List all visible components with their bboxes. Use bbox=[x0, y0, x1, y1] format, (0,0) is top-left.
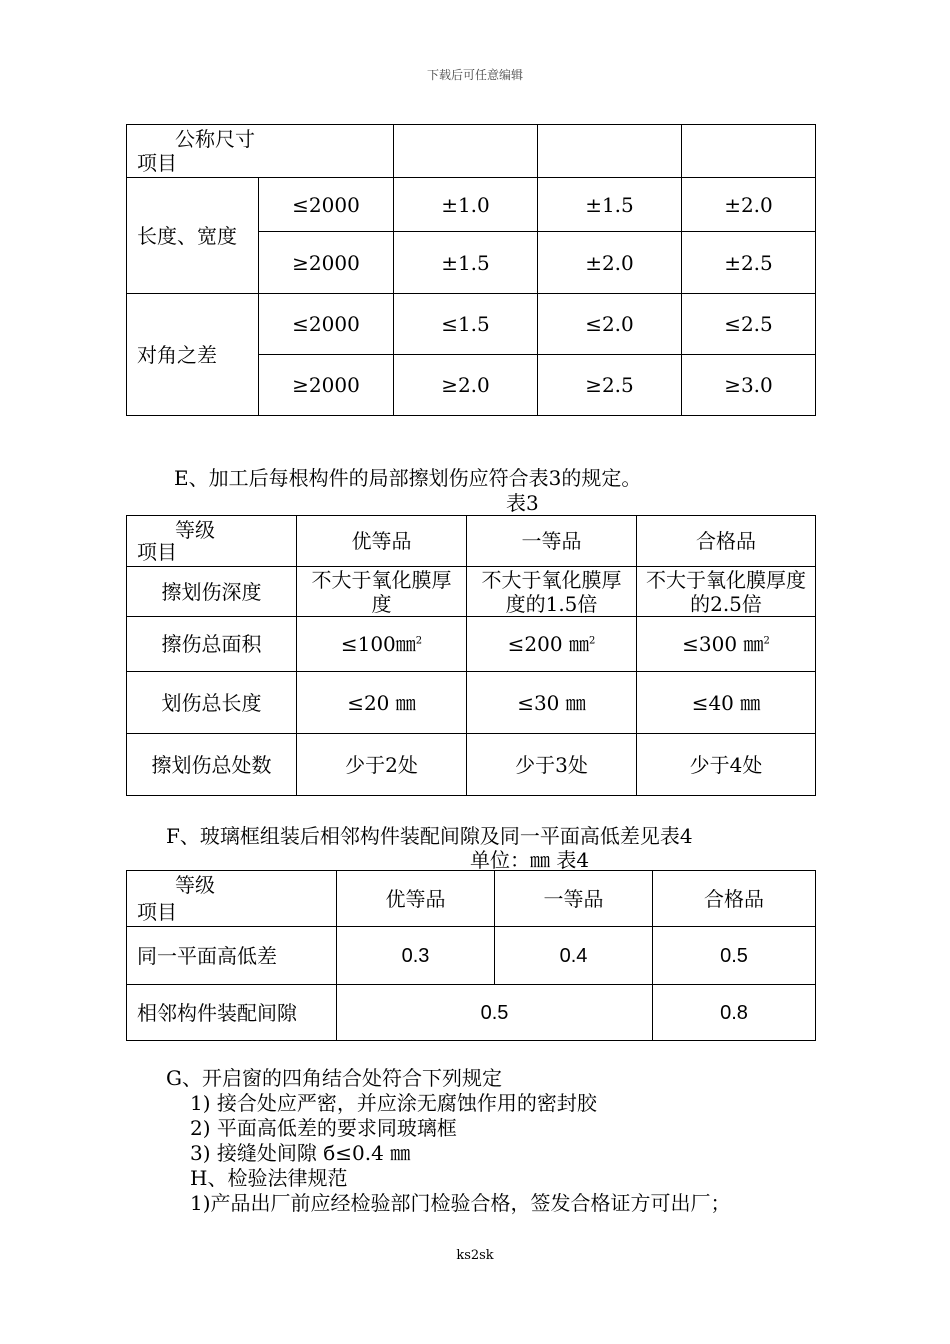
value-cell: ±1.5 bbox=[538, 178, 682, 232]
value-cell bbox=[297, 617, 467, 672]
size-cell: ≤2000 bbox=[259, 178, 394, 232]
scratch-table bbox=[126, 515, 816, 796]
value-cell bbox=[637, 617, 816, 672]
value-cell: 少于4处 bbox=[637, 734, 816, 796]
assembly-gap-table bbox=[126, 870, 816, 1041]
size-cell: ≤2000 bbox=[259, 294, 394, 355]
value-cell: ≥2.5 bbox=[538, 355, 682, 416]
value-cell: ≤30 ㎜ bbox=[467, 672, 637, 734]
size-cell: ≥2000 bbox=[259, 232, 394, 294]
row-label: 擦划伤总处数 bbox=[127, 734, 297, 796]
table-corner-header bbox=[127, 516, 297, 567]
table-corner-header bbox=[127, 871, 337, 927]
table-corner-header bbox=[127, 125, 394, 178]
value-cell: ≤1.5 bbox=[394, 294, 538, 355]
corner-top-label: 公称尺寸 bbox=[175, 127, 255, 151]
value-cell: 不大于氧化膜厚度的1.5倍 bbox=[467, 567, 637, 617]
value-cell: 不大于氧化膜厚度的2.5倍 bbox=[637, 567, 816, 617]
value-cell: ≤2.5 bbox=[682, 294, 816, 355]
corner-bottom-label: 项目 bbox=[137, 151, 177, 175]
header-cell bbox=[394, 125, 538, 178]
table4-caption: 单位：㎜ 表4 bbox=[470, 848, 590, 872]
list-item: 3) 接缝处间隙 б≤0.4 ㎜ bbox=[190, 1141, 411, 1165]
value-cell: 0.4 bbox=[495, 927, 653, 985]
paragraph-e: E、加工后每根构件的局部擦划伤应符合表3的规定。 bbox=[174, 466, 642, 490]
page-footer: ks2sk bbox=[456, 1248, 494, 1263]
value-cell: ±2.0 bbox=[538, 232, 682, 294]
corner-bottom-label: 项目 bbox=[137, 900, 177, 924]
row-group-label: 长度、宽度 bbox=[127, 178, 259, 294]
list-item: 2) 平面高低差的要求同玻璃框 bbox=[190, 1116, 457, 1140]
row-label: 擦伤总面积 bbox=[127, 617, 297, 672]
value-cell: 0.3 bbox=[337, 927, 495, 985]
list-item: 1)产品出厂前应经检验部门检验合格，签发合格证方可出厂； bbox=[190, 1191, 731, 1215]
value-cell: ≤2.0 bbox=[538, 294, 682, 355]
value-cell: ≥3.0 bbox=[682, 355, 816, 416]
paragraph-g: G、开启窗的四角结合处符合下列规定 bbox=[166, 1066, 502, 1090]
list-item: 1) 接合处应严密，并应涂无腐蚀作用的密封胶 bbox=[190, 1091, 597, 1115]
row-label: 划伤总长度 bbox=[127, 672, 297, 734]
value-cell: ±1.0 bbox=[394, 178, 538, 232]
row-label: 同一平面高低差 bbox=[127, 927, 337, 985]
superscript: 2 bbox=[415, 635, 423, 647]
value-cell: 不大于氧化膜厚度 bbox=[297, 567, 467, 617]
size-cell: ≥2000 bbox=[259, 355, 394, 416]
value-cell: ±2.0 bbox=[682, 178, 816, 232]
column-header: 一等品 bbox=[495, 871, 653, 927]
column-header: 合格品 bbox=[653, 871, 816, 927]
superscript: 2 bbox=[588, 635, 596, 647]
value-cell bbox=[467, 617, 637, 672]
corner-bottom-label: 项目 bbox=[137, 540, 177, 564]
column-header: 优等品 bbox=[297, 516, 467, 567]
section-heading-h: H、检验法律规范 bbox=[190, 1166, 348, 1190]
value-cell: ±2.5 bbox=[682, 232, 816, 294]
table3-caption: 表3 bbox=[506, 491, 539, 515]
page-header: 下载后可任意编辑 bbox=[426, 68, 523, 82]
corner-top-label: 等级 bbox=[175, 873, 215, 897]
value-text: ≤100㎜ bbox=[340, 632, 416, 656]
column-header: 一等品 bbox=[467, 516, 637, 567]
value-cell: ≥2.0 bbox=[394, 355, 538, 416]
corner-top-label: 等级 bbox=[175, 518, 215, 542]
value-text: ≤200 ㎜ bbox=[507, 632, 589, 656]
value-cell: 0.5 bbox=[653, 927, 816, 985]
value-cell: 少于2处 bbox=[297, 734, 467, 796]
value-cell: 0.8 bbox=[653, 985, 816, 1041]
row-group-label: 对角之差 bbox=[127, 294, 259, 416]
value-cell: 少于3处 bbox=[467, 734, 637, 796]
merged-value-cell: 0.5 bbox=[337, 985, 653, 1041]
header-cell bbox=[682, 125, 816, 178]
row-label: 擦划伤深度 bbox=[127, 567, 297, 617]
value-cell: ±1.5 bbox=[394, 232, 538, 294]
column-header: 合格品 bbox=[637, 516, 816, 567]
value-text: ≤300 ㎜ bbox=[682, 632, 764, 656]
value-cell: ≤40 ㎜ bbox=[637, 672, 816, 734]
column-header: 优等品 bbox=[337, 871, 495, 927]
paragraph-f: F、玻璃框组装后相邻构件装配间隙及同一平面高低差见表4 bbox=[166, 824, 693, 848]
dimension-tolerance-table bbox=[126, 124, 816, 416]
header-cell bbox=[538, 125, 682, 178]
row-label: 相邻构件装配间隙 bbox=[127, 985, 337, 1041]
superscript: 2 bbox=[763, 635, 770, 647]
value-cell: ≤20 ㎜ bbox=[297, 672, 467, 734]
